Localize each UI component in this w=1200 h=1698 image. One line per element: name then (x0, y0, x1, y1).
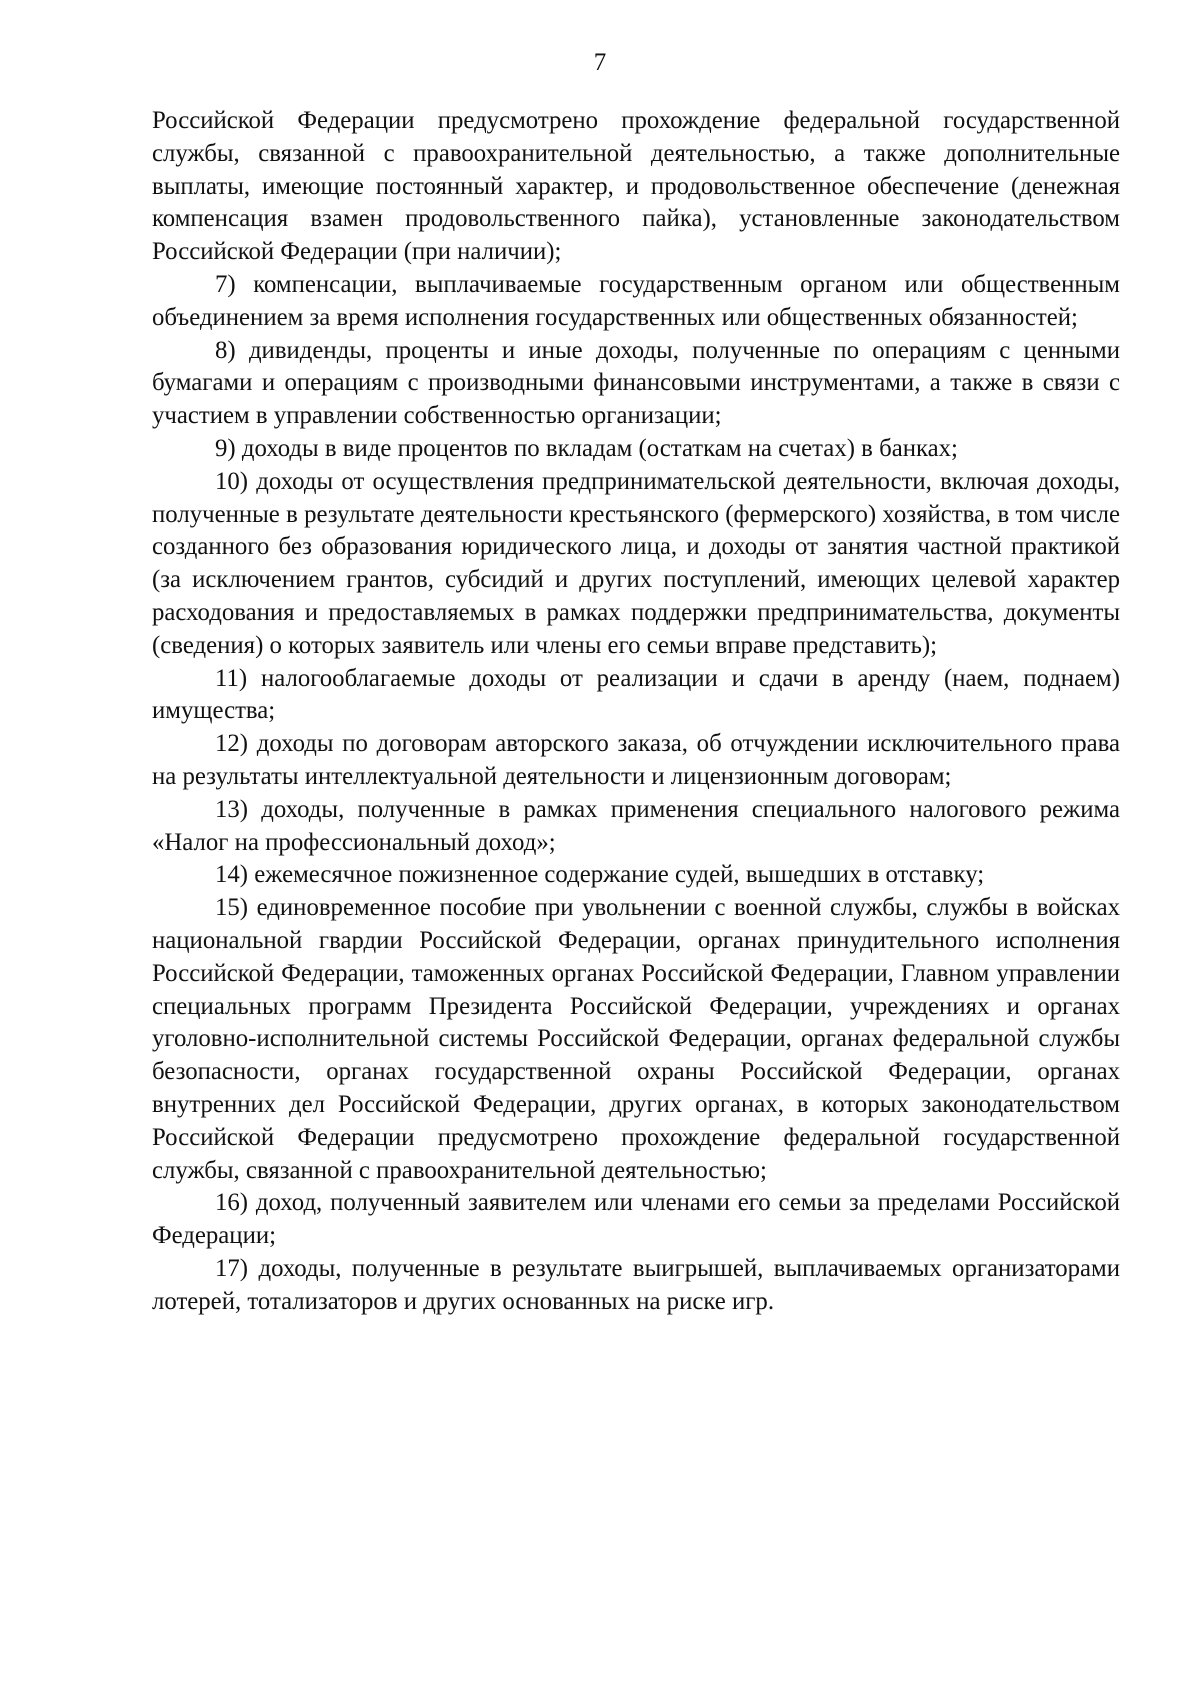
list-item-12: 12) доходы по договорам авторского заказа, об отчуждении исключительного права на результаты интеллектуальной деятельности и лицензионным договорам; (152, 730, 1120, 790)
list-item-8: 8) дивиденды, проценты и иные доходы, полученные по операциям с ценными бумагами и операциям с производными финансовыми инструментами, а также в связи с участием в управлении собственностью организации; (152, 336, 1120, 430)
list-item-17: 17) доходы, полученные в результате выигрышей, выплачиваемых организаторами лотерей, тотализаторов и других основанных на риске игр. (152, 1254, 1120, 1315)
list-item-13: 13) доходы, полученные в рамках применения специального налогового режима «Налог на профессиональный доход»; (152, 795, 1120, 856)
list-item-9: 9) доходы в виде процентов по вкладам (остаткам на счетах) в банках; (215, 434, 958, 462)
page-number: 7 (593, 49, 607, 76)
list-item-15: 15) единовременное пособие при увольнении с военной службы, службы в войсках национальной гвардии Российской Федерации, органах принудительного исполнения Российской Федерации, таможенных органах Российской Федерации, Главном управлении специальных программ Президента Российской Федерации, учреждениях и органах уголовно-исполнительной системы Российской Федерации, органах федеральной службы безопасности, органах государственной охраны Российской Федерации, органах внутренних дел Российской Федерации, других органах, в которых законодательством Российской Федерации предусмотрено прохождение федеральной государственной службы, связанной с правоохранительной деятельностью; (152, 894, 1120, 1184)
list-item-10: 10) доходы от осуществления предпринимательской деятельности, включая доходы, полученные в результате деятельности крестьянского (фермерского) хозяйства, в том числе созданного без образования юридического лица, и доходы от занятия частной практикой (за исключением грантов, субсидий и других поступлений, имеющих целевой характер расходования и предоставляемых в рамках поддержки предпринимательства, документы (сведения) о которых заявитель или члены его семьи вправе представить); (152, 467, 1120, 659)
document-body (152, 105, 1120, 1318)
list-item-16: 16) доход, полученный заявителем или членами его семьи за пределами Российской Федерации; (152, 1189, 1120, 1250)
list-item-7: 7) компенсации, выплачиваемые государственным органом или общественным объединением за время исполнения государственных или общественных обязанностей; (152, 270, 1120, 331)
list-item-11: 11) налогооблагаемые доходы от реализации и сдачи в аренду (наем, поднаем) имущества; (152, 664, 1120, 725)
list-item-14: 14) ежемесячное пожизненное содержание судей, вышедших в отставку; (215, 861, 985, 889)
paragraph-continuation: Российской Федерации предусмотрено прохождение федеральной государственной службы, связанной с правоохранительной деятельностью, а также дополнительные выплаты, имеющие постоянный характер, и продовольственное обеспечение (денежная компенсация взамен продовольственного пайка), установленные законодательством Российской Федерации (при наличии); (152, 107, 1120, 266)
